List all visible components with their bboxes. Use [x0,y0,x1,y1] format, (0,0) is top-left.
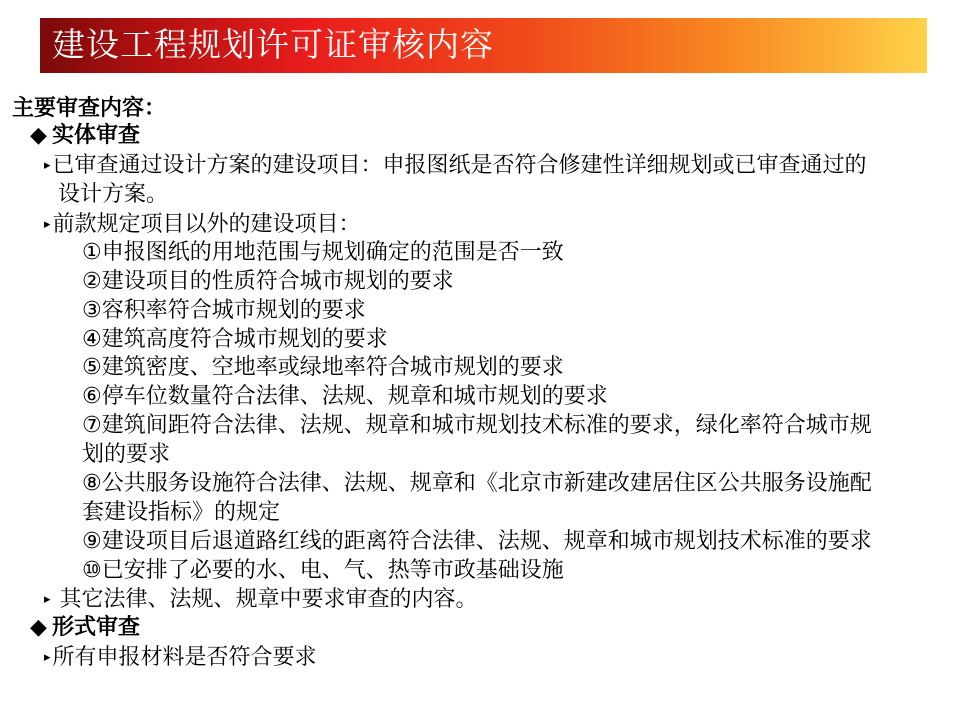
triangle-right-icon: ▸ [44,158,51,173]
page-title: 建设工程规划许可证审核内容 [52,25,494,64]
sub-item: ①申报图纸的用地范围与规划确定的范围是否一致 [82,240,564,265]
sub-item-continuation: 套建设指标》的规定 [82,500,281,525]
sub-item: ⑧公共服务设施符合法律、法规、规章和《北京市新建改建居住区公共服务设施配 [82,471,872,496]
sub-item: ⑤建筑密度、空地率或绿地率符合城市规划的要求 [82,355,564,380]
list-item: ▸所有申报材料是否符合要求 [44,643,317,673]
triangle-right-icon: ▸ [44,650,51,665]
sub-item: ③容积率符合城市规划的要求 [82,298,366,323]
triangle-right-icon: ▸ [44,217,51,232]
diamond-icon: ◆ [30,123,47,148]
main-heading: 主要审查内容： [12,96,167,121]
diamond-icon: ◆ [30,615,47,640]
sub-item-continuation: 划的要求 [82,442,171,467]
list-item: ▸前款规定项目以外的建设项目： [44,210,361,240]
triangle-right-icon: ▸ [44,592,51,607]
title-banner [40,18,927,73]
section-label: 形式审查 [52,615,141,640]
sub-item: ⑨建设项目后退道路红线的距离符合法律、法规、规章和城市规划技术标准的要求 [82,529,872,554]
section-formal-review [30,613,140,643]
section-physical-review [30,121,140,151]
sub-item: ⑩已安排了必要的水、电、气、热等市政基础设施 [82,558,564,583]
section-label: 实体审查 [52,123,141,148]
sub-item: ⑦建筑间距符合法律、法规、规章和城市规划技术标准的要求，绿化率符合城市规 [82,413,872,438]
list-item: ▸已审查通过设计方案的建设项目：申报图纸是否符合修建性详细规划或已审查通过的 [44,151,867,181]
list-item: ▸ 其它法律、法规、规章中要求审查的内容。 [44,585,478,615]
sub-item: ④建筑高度符合城市规划的要求 [82,327,388,352]
sub-item: ②建设项目的性质符合城市规划的要求 [82,269,454,294]
sub-item: ⑥停车位数量符合法律、法规、规章和城市规划的要求 [82,384,608,409]
list-item-continuation: 设计方案。 [58,182,169,207]
